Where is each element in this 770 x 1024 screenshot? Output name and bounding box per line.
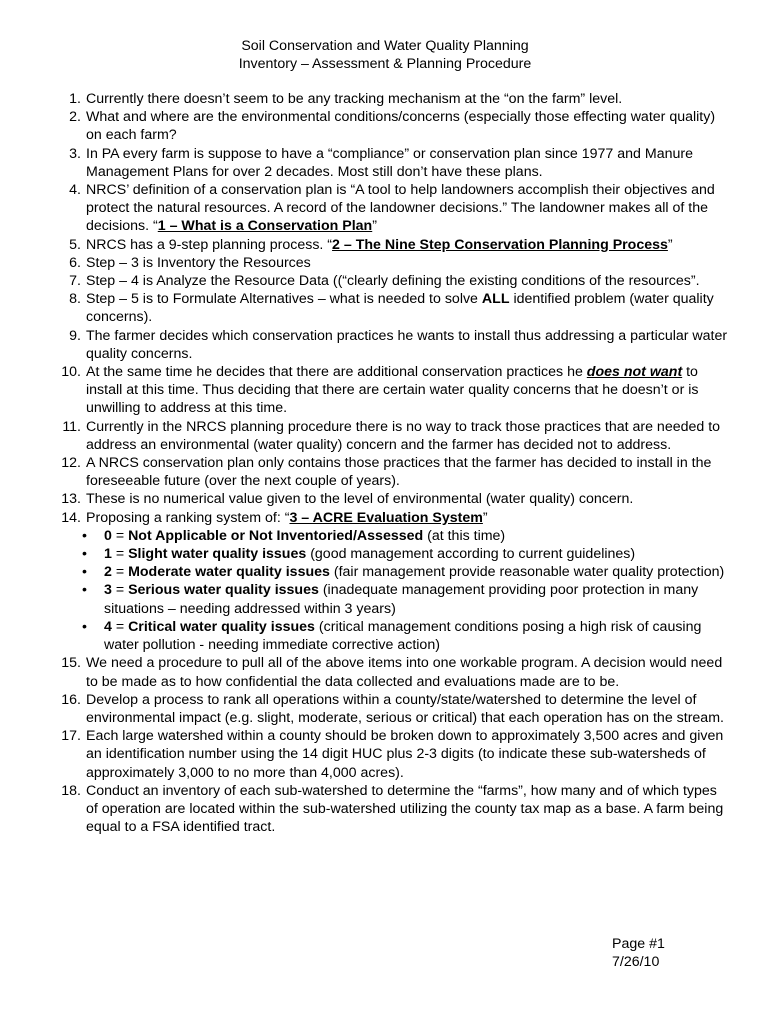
- item-number: 6.: [69, 254, 81, 271]
- item-text-post: ”: [667, 236, 673, 253]
- item-text: In PA every farm is suppose to have a “compliance” or conservation plan since 1977 and Manure Management Plans for over 2 decades. Most still don’t have these plans.: [86, 145, 693, 180]
- page-date: 7/26/10: [612, 954, 660, 971]
- ranking-label: Slight water quality issues: [128, 546, 307, 563]
- item-text: Step – 4 is Analyze the Resource Data ((“clearly defining the existing conditions of the resources”.: [86, 273, 700, 290]
- ranking-text: [104, 545, 732, 563]
- bullet-icon: •: [82, 618, 87, 635]
- ranking-label: Moderate water quality issues: [128, 564, 330, 581]
- item-number: 13.: [61, 491, 81, 508]
- list-item: [56, 272, 732, 290]
- item-text: Each large watershed within a county should be broken down to approximately 3,500 acres and given an identification number using the 14 digit HUC plus 2-3 digits (to indicate these sub-watersheds of approximately 3,000 to no more than 4,000 acres).: [86, 728, 724, 781]
- ranking-equals: =: [111, 564, 129, 581]
- emphasis-does-not-want: does not want: [586, 364, 683, 381]
- item-number: 7.: [69, 273, 81, 290]
- item-number: 17.: [61, 728, 81, 745]
- item-text: Conduct an inventory of each sub-watershed to determine the “farms”, how many and of which types of operation are located within the sub-watershed utilizing the county tax map as a base. A farm being equal to a FSA identified tract.: [86, 782, 724, 836]
- list-item: [56, 236, 732, 254]
- bullet-icon: •: [82, 564, 87, 581]
- item-text: [86, 509, 732, 527]
- ranking-text: [104, 618, 732, 654]
- ranking-code: 0: [104, 527, 112, 544]
- list-item: [56, 108, 732, 144]
- list-item: [56, 654, 732, 690]
- list-item: [56, 727, 732, 782]
- list-item: [56, 181, 732, 236]
- bullet-icon: •: [82, 582, 87, 599]
- document-title: [0, 37, 770, 73]
- item-text: We need a procedure to pull all of the above items into one workable program. A decision would need to be made as to how confidential the data collected and evaluations made are to be.: [86, 655, 723, 690]
- item-number: 15.: [61, 655, 81, 672]
- item-text-post: to install at this time. Thus deciding that there are certain water quality concerns that he doesn’t or is unwilling to address at this time.: [86, 364, 699, 417]
- list-item: [56, 90, 732, 108]
- bullet-icon: •: [82, 527, 87, 544]
- item-text-post: ”: [372, 218, 377, 235]
- ranking-equals: =: [111, 618, 129, 635]
- item-text-pre: Step – 5 is to Formulate Alternatives – what is needed to solve: [86, 291, 482, 308]
- ranking-item: [56, 563, 732, 581]
- ranking-description: (critical management conditions posing a high risk of causing water pollution - needing immediate corrective action): [104, 618, 702, 654]
- list-item: [56, 490, 732, 508]
- nine-step-process-reference: 2 – The Nine Step Conservation Planning Process: [332, 236, 668, 253]
- item-number: 5.: [69, 236, 81, 253]
- list-item: [56, 691, 732, 727]
- ranking-item: [56, 545, 732, 563]
- item-text: What and where are the environmental conditions/concerns (especially those effecting water quality) on each farm?: [86, 109, 716, 144]
- list-item: [56, 454, 732, 490]
- numbered-list: [56, 90, 732, 836]
- list-item: [56, 145, 732, 181]
- item-text: Develop a process to rank all operations within a county/state/watershed to determine the level of environmental impact (e.g. slight, moderate, serious or critical) that each operation has on the stream.: [86, 691, 724, 726]
- item-text: Step – 3 is Inventory the Resources: [86, 254, 311, 271]
- ranking-text: [104, 581, 732, 617]
- list-item: [56, 363, 732, 418]
- item-number: 3.: [69, 145, 81, 162]
- ranking-item: [56, 581, 732, 617]
- item-text-pre: NRCS has a 9-step planning process. “: [86, 236, 333, 253]
- item-number: 16.: [61, 691, 81, 708]
- item-text-post: ”: [482, 509, 488, 526]
- item-number: 14.: [61, 509, 81, 526]
- ranking-item: [56, 618, 732, 654]
- page-number: Page #1: [612, 936, 665, 952]
- ranking-item: [56, 527, 732, 545]
- list-item: [56, 254, 732, 272]
- bullet-icon: •: [82, 546, 87, 563]
- item-number: 1.: [69, 91, 81, 107]
- ranking-equals: =: [111, 582, 129, 599]
- item-text: A NRCS conservation plan only contains those practices that the farmer has decided to install in the foreseeable future (over the next couple of years).: [86, 455, 712, 490]
- item-text: These is no numerical value given to the level of environmental (water quality) concern.: [86, 491, 634, 508]
- item-text: [86, 181, 732, 236]
- ranking-equals: =: [111, 527, 129, 544]
- list-item: [56, 327, 732, 363]
- item-text: Currently in the NRCS planning procedure there is no way to track those practices that are needed to address an environmental (water quality) concern and the farmer has decided not to address.: [86, 418, 721, 453]
- ranking-code: 4: [104, 618, 112, 635]
- ranking-description: (inadequate management providing poor protection in many situations – needing addressed within 3 years): [104, 582, 699, 617]
- page-footer: [612, 935, 712, 971]
- item-text-pre: At the same time he decides that there are additional conservation practices he: [86, 364, 587, 381]
- ranking-text: [104, 527, 732, 545]
- item-text: Currently there doesn’t seem to be any tracking mechanism at the “on the farm” level.: [86, 91, 623, 107]
- item-text: [86, 363, 732, 418]
- ranking-description: (at this time): [423, 527, 506, 544]
- title-line-1: Soil Conservation and Water Quality Planning: [241, 38, 529, 54]
- item-text-pre: Proposing a ranking system of: “: [86, 509, 290, 526]
- ranking-description: (fair management provide reasonable water quality protection): [329, 564, 725, 581]
- item-text-pre: NRCS’ definition of a conservation plan is “A tool to help landowners accomplish their objectives and protect the natural resources. A record of the landowner decisions.” The landowner makes all of the decisions. “: [86, 182, 715, 235]
- item-number: 8.: [69, 291, 81, 308]
- ranking-text: [104, 563, 732, 581]
- item-number: 12.: [61, 455, 81, 472]
- ranking-label: Critical water quality issues: [128, 618, 315, 635]
- ranking-description: (good management according to current guidelines): [306, 546, 636, 563]
- item-number: 9.: [69, 327, 81, 344]
- item-number: 4.: [69, 182, 81, 199]
- conservation-plan-reference: 1 – What is a Conservation Plan: [157, 218, 373, 235]
- list-item: [56, 509, 732, 527]
- item-number: 10.: [61, 364, 81, 381]
- item-number: 2.: [69, 109, 81, 126]
- ranking-code: 1: [104, 546, 112, 563]
- ranking-label: Serious water quality issues: [128, 582, 319, 599]
- item-text: [86, 290, 732, 326]
- title-line-2: Inventory – Assessment & Planning Procedure: [238, 56, 532, 73]
- list-item: [56, 290, 732, 326]
- ranking-code: 3: [104, 582, 112, 599]
- list-item: [56, 782, 732, 837]
- ranking-code: 2: [104, 564, 112, 581]
- acre-evaluation-reference: 3 – ACRE Evaluation System: [289, 509, 483, 526]
- emphasis-all: ALL: [481, 291, 510, 308]
- item-text: The farmer decides which conservation practices he wants to install thus addressing a particular water quality concerns.: [86, 327, 728, 362]
- ranking-label: Not Applicable or Not Inventoried/Assessed: [128, 527, 424, 544]
- ranking-equals: =: [111, 546, 129, 563]
- item-number: 11.: [62, 418, 81, 435]
- item-number: 18.: [61, 782, 81, 799]
- list-item: [56, 418, 732, 454]
- item-text: [86, 236, 732, 254]
- item-text-post: identified problem (water quality concerns).: [86, 291, 714, 326]
